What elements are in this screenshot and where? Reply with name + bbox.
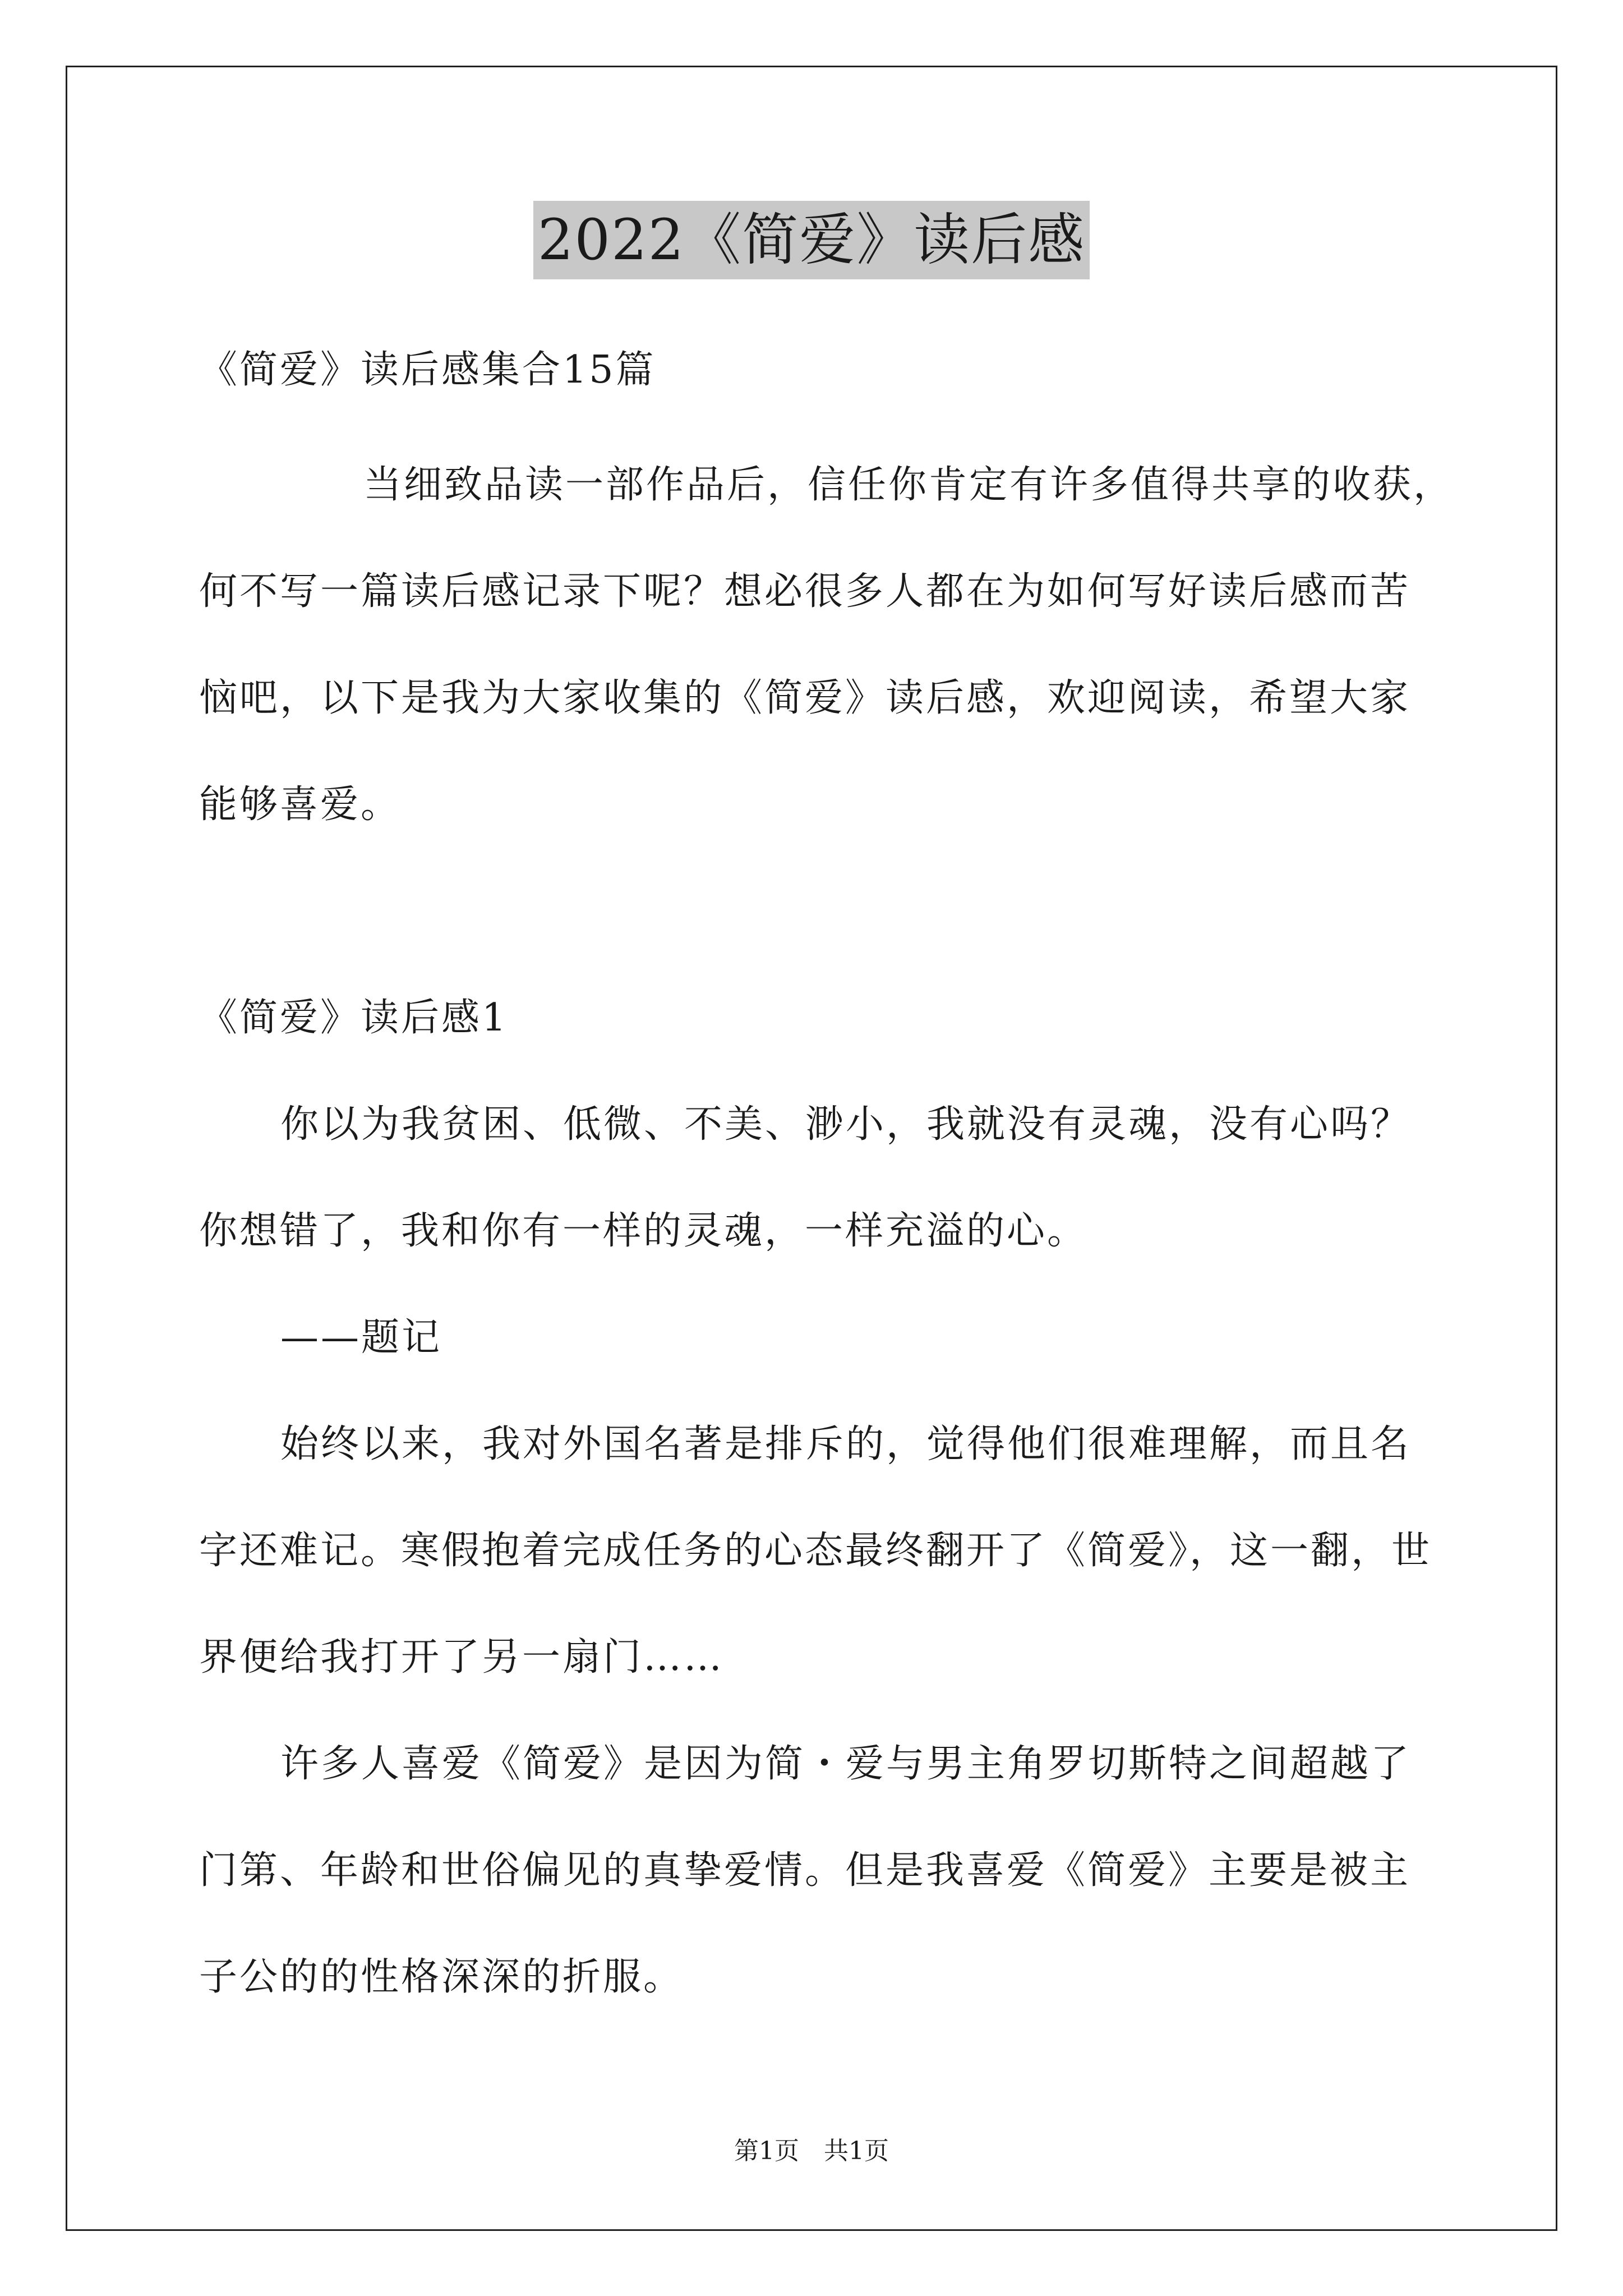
intro-line: 能够喜爱。	[199, 783, 402, 827]
body-line: 始终以来，我对外国名著是排斥的，觉得他们很难理解，而且名	[280, 1422, 1412, 1466]
intro-line: 恼吧，以下是我为大家收集的《简爱》读后感，欢迎阅读，希望大家	[199, 676, 1411, 720]
page-footer: 第1页 共1页	[734, 2137, 889, 2165]
document-title: 2022《简爱》读后感	[533, 201, 1090, 279]
body-line: 你想错了，我和你有一样的灵魂，一样充溢的心。	[199, 1209, 1088, 1253]
title-container	[0, 201, 1623, 279]
body-line: 许多人喜爱《简爱》是因为简・爱与男主角罗切斯特之间超越了	[280, 1742, 1412, 1786]
body-line: 字还难记。寒假抱着完成任务的心态最终翻开了《简爱》，这一翻，世	[199, 1529, 1432, 1573]
intro-line: 当细致品读一部作品后，信任你肯定有许多值得共享的收获，	[363, 463, 1454, 507]
body-line: 门第、年龄和世俗偏见的真挚爱情。但是我喜爱《简爱》主要是被主	[199, 1848, 1411, 1893]
section-heading: 《简爱》读后感1	[199, 996, 509, 1040]
intro-line: 何不写一篇读后感记录下呢？想必很多人都在为如何写好读后感而苦	[199, 569, 1411, 614]
body-line: 子公的的性格深深的折服。	[199, 1955, 684, 1999]
body-line: 你以为我贫困、低微、不美、渺小，我就没有灵魂，没有心吗？	[280, 1102, 1412, 1147]
document-subtitle: 《简爱》读后感集合15篇	[199, 348, 656, 392]
body-line: 界便给我打开了另一扇门……	[199, 1635, 725, 1680]
epigraph-attribution: ——题记	[280, 1315, 442, 1360]
